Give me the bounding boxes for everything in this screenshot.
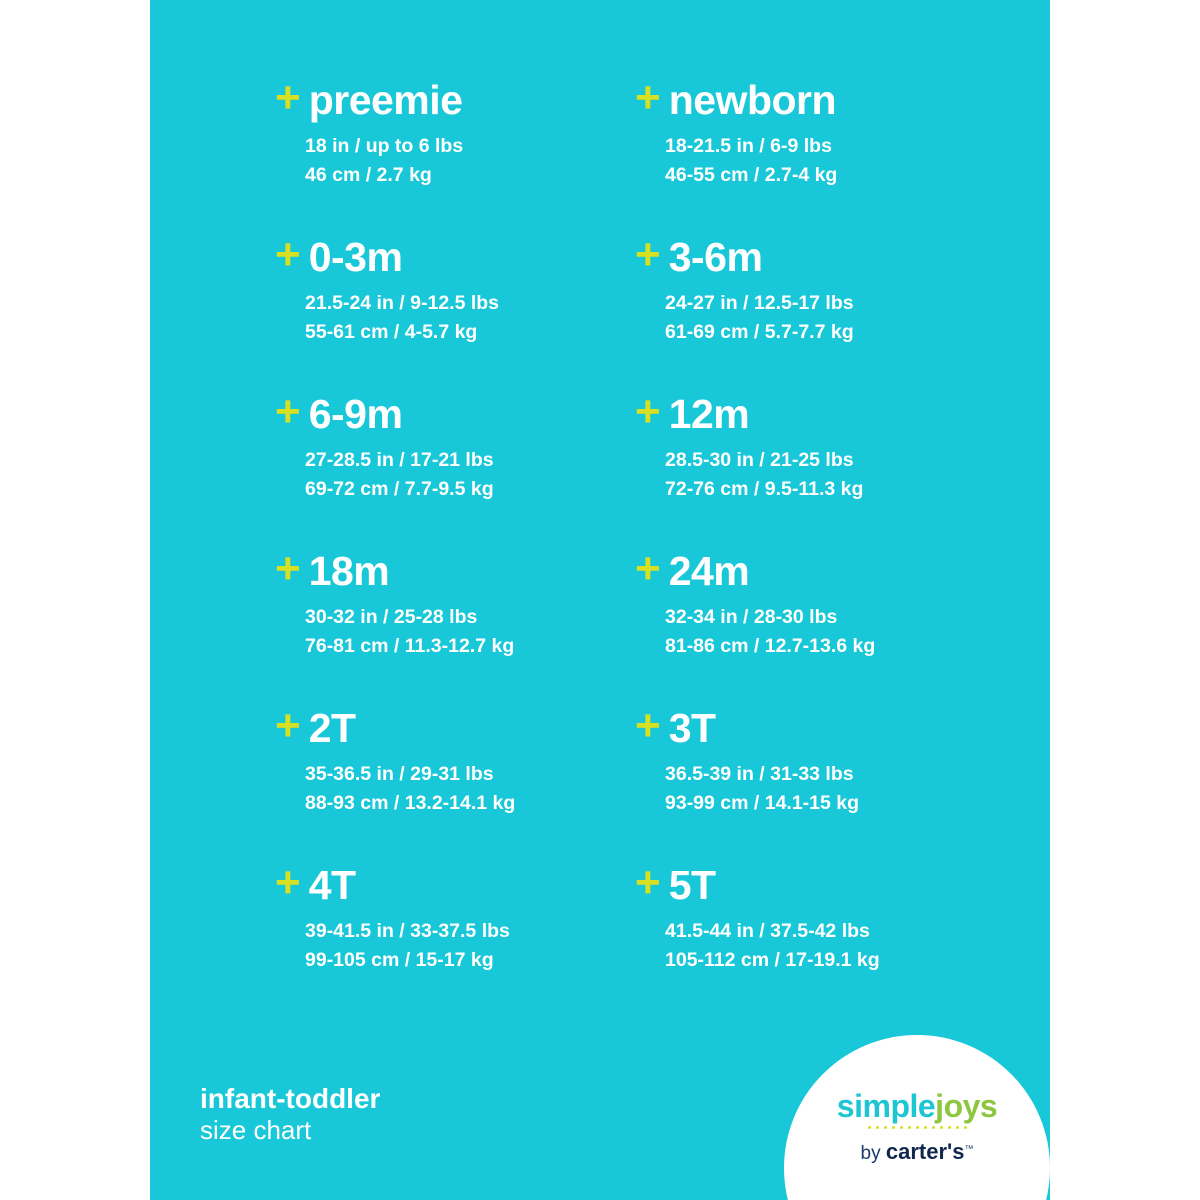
size-heading xyxy=(635,72,1015,128)
size-label: 3-6m xyxy=(668,233,763,280)
size-imperial: 39-41.5 in / 33-37.5 lbs xyxy=(305,920,510,942)
simple-joys-logo xyxy=(784,1090,1050,1165)
size-imperial: 21.5-24 in / 9-12.5 lbs xyxy=(305,292,500,314)
logo-dots-decoration xyxy=(784,1126,1050,1133)
size-entry-24m xyxy=(635,543,1015,700)
size-entry-3-6m xyxy=(635,229,1015,386)
size-heading xyxy=(275,700,635,756)
size-entry-3t xyxy=(635,700,1015,857)
size-imperial: 32-34 in / 28-30 lbs xyxy=(665,606,838,628)
size-metric: 88-93 cm / 13.2-14.1 kg xyxy=(305,792,516,815)
size-label: 24m xyxy=(668,547,750,594)
plus-icon: + xyxy=(275,701,301,750)
size-metric: 55-61 cm / 4-5.7 kg xyxy=(305,321,478,344)
size-label: 0-3m xyxy=(308,233,403,280)
size-label: 5T xyxy=(668,861,716,908)
size-metric: 72-76 cm / 9.5-11.3 kg xyxy=(665,478,864,501)
size-metric: 46 cm / 2.7 kg xyxy=(305,164,432,187)
size-heading xyxy=(275,386,635,442)
footer-title-line1: infant-toddler xyxy=(200,1083,381,1114)
plus-icon: + xyxy=(275,858,301,907)
size-imperial: 35-36.5 in / 29-31 lbs xyxy=(305,763,494,785)
size-imperial: 18 in / up to 6 lbs xyxy=(305,135,464,157)
size-entry-6-9m xyxy=(275,386,635,543)
size-label: 12m xyxy=(668,390,750,437)
size-heading xyxy=(275,857,635,913)
size-metric: 76-81 cm / 11.3-12.7 kg xyxy=(305,635,515,658)
size-imperial: 41.5-44 in / 37.5-42 lbs xyxy=(665,920,870,942)
plus-icon: + xyxy=(635,387,661,436)
size-label: preemie xyxy=(308,76,463,123)
size-heading xyxy=(635,857,1015,913)
size-metric: 61-69 cm / 5.7-7.7 kg xyxy=(665,321,854,344)
logo-wordmark xyxy=(784,1090,1050,1124)
size-entry-preemie xyxy=(275,72,635,229)
size-label: 3T xyxy=(668,704,716,751)
size-imperial: 28.5-30 in / 21-25 lbs xyxy=(665,449,854,471)
size-entry-5t xyxy=(635,857,1015,1014)
size-heading xyxy=(635,700,1015,756)
size-entry-12m xyxy=(635,386,1015,543)
size-imperial: 27-28.5 in / 17-21 lbs xyxy=(305,449,494,471)
logo-byline xyxy=(784,1139,1050,1165)
size-metric: 105-112 cm / 17-19.1 kg xyxy=(665,949,880,972)
size-entry-18m xyxy=(275,543,635,700)
logo-byline-prefix: by xyxy=(860,1142,886,1164)
size-label: 18m xyxy=(308,547,390,594)
size-heading xyxy=(635,229,1015,285)
logo-byline-brand: carter's xyxy=(885,1138,965,1164)
size-imperial: 24-27 in / 12.5-17 lbs xyxy=(665,292,854,314)
size-entry-0-3m xyxy=(275,229,635,386)
size-entry-2t xyxy=(275,700,635,857)
plus-icon: + xyxy=(635,230,661,279)
plus-icon: + xyxy=(635,73,661,122)
footer-title-line2: size chart xyxy=(200,1115,312,1146)
plus-icon: + xyxy=(275,387,301,436)
size-metric: 81-86 cm / 12.7-13.6 kg xyxy=(665,635,876,658)
size-imperial: 36.5-39 in / 31-33 lbs xyxy=(665,763,854,785)
plus-icon: + xyxy=(635,858,661,907)
size-heading xyxy=(635,386,1015,442)
teal-panel xyxy=(150,0,1050,1200)
size-label: 4T xyxy=(308,861,356,908)
plus-icon: + xyxy=(275,544,301,593)
logo-word-joys: joys xyxy=(935,1088,998,1124)
size-heading xyxy=(275,229,635,285)
size-entry-newborn xyxy=(635,72,1015,229)
size-metric: 46-55 cm / 2.7-4 kg xyxy=(665,164,838,187)
size-label: 6-9m xyxy=(308,390,403,437)
size-label: 2T xyxy=(308,704,356,751)
size-imperial: 30-32 in / 25-28 lbs xyxy=(305,606,478,628)
plus-icon: + xyxy=(635,544,661,593)
size-heading xyxy=(275,72,635,128)
footer-title xyxy=(200,1083,720,1146)
logo-word-simple: simple xyxy=(836,1088,936,1124)
size-heading xyxy=(635,543,1015,599)
size-grid xyxy=(150,72,1050,1014)
plus-icon: + xyxy=(635,701,661,750)
size-metric: 99-105 cm / 15-17 kg xyxy=(305,949,494,972)
size-imperial: 18-21.5 in / 6-9 lbs xyxy=(665,135,832,157)
size-metric: 93-99 cm / 14.1-15 kg xyxy=(665,792,860,815)
plus-icon: + xyxy=(275,73,301,122)
size-heading xyxy=(275,543,635,599)
size-entry-4t xyxy=(275,857,635,1014)
plus-icon: + xyxy=(275,230,301,279)
logo-trademark: ™ xyxy=(964,1143,974,1154)
size-label: newborn xyxy=(668,76,837,123)
size-metric: 69-72 cm / 7.7-9.5 kg xyxy=(305,478,494,501)
